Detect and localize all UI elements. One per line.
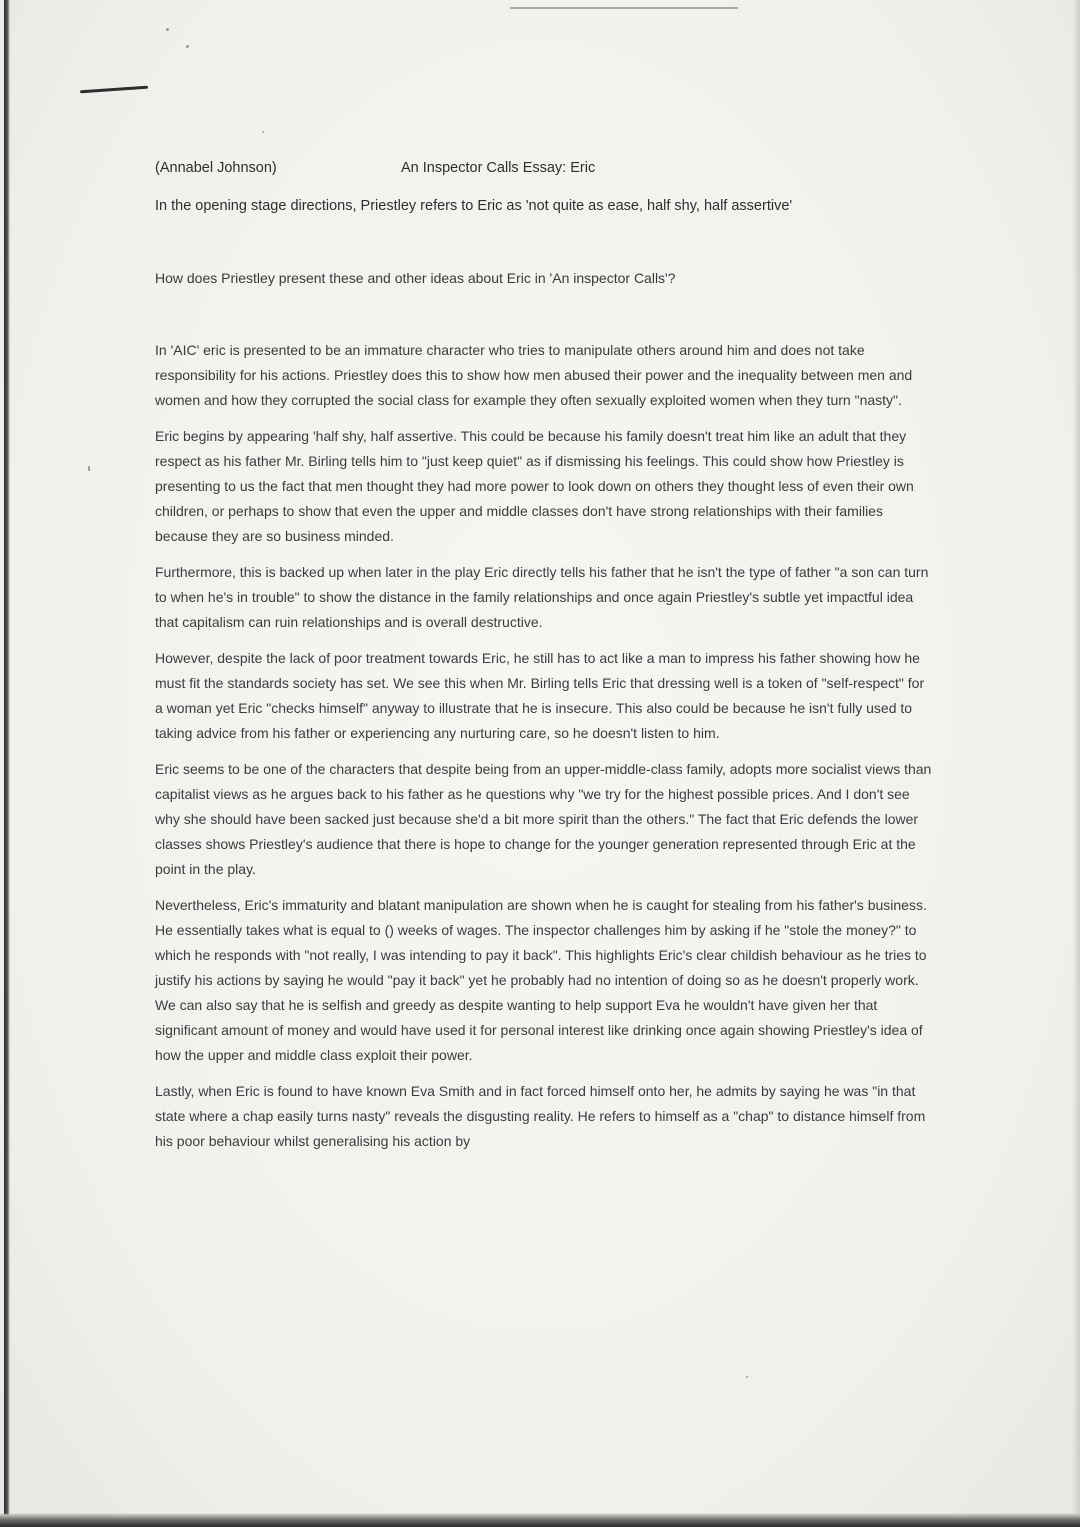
pen-mark [80, 86, 148, 94]
scan-bottom-shadow [0, 1513, 1080, 1527]
essay-paragraph: Eric seems to be one of the characters that despite being from an upper-middle-class family, adopts more socialist views than capitalist views as he argues back to his father as he questions why "we try for the highest possible prices. And I don't see why she should have been sacked just because she'd a bit more spirit than the others." The fact that Eric defends the lower classes shows Priestley's audience that there is hope to change for the younger generation represented through Eric at the point in the play. [155, 761, 932, 877]
scan-right-shadow [1072, 0, 1080, 1527]
essay-title: An Inspector Calls Essay: Eric [401, 160, 596, 176]
author-name: (Annabel Johnson) [155, 160, 277, 176]
essay-paragraph: In 'AIC' eric is presented to be an immature character who tries to manipulate others around him and does not take responsibility for his actions. Priestley does this to show how men abused their power and the inequality between men and women and how they corrupted the social class for example they often sexually exploited women when they turn "nasty". [155, 342, 913, 408]
essay-question: How does Priestley present these and other ideas about Eric in 'An inspector Calls'? [155, 270, 676, 286]
essay-paragraph: Furthermore, this is backed up when later in the play Eric directly tells his father that he isn't the type of father "a son can turn to when he's in trouble" to show the distance in the family relationships and once again Priestley's subtle yet impactful idea that capitalism can ruin relationships and is overall destructive. [155, 564, 929, 630]
paper-speck [746, 1376, 748, 1378]
essay-body [155, 158, 935, 1154]
paper-speck [88, 466, 90, 471]
paper-speck [166, 28, 169, 31]
paper-speck [186, 45, 189, 48]
scan-left-shadow [4, 0, 10, 1527]
essay-header [155, 158, 935, 182]
essay-prompt-quote: In the opening stage directions, Priestley refers to Eric as 'not quite as ease, half shy, half assertive' [155, 198, 793, 214]
essay-paragraph: Lastly, when Eric is found to have known Eva Smith and in fact forced himself onto her, he admits by saying he was "in that state where a chap easily turns nasty" reveals the disgusting reality. He refers to himself as a "chap" to distance himself from his poor behaviour whilst generalising his action by [155, 1083, 926, 1149]
paper-speck [262, 131, 264, 133]
essay-paragraph: Eric begins by appearing 'half shy, half assertive. This could be because his family doesn't treat him like an adult that they respect as his father Mr. Birling tells him to "just keep quiet" as if dismissing his feelings. This could show how Priestley is presenting to us the fact that men thought they had more power to look down on others they thought less of even their own children, or perhaps to show that even the upper and middle classes don't have strong relationships with their families because they are so business minded. [155, 428, 914, 544]
essay-paragraph: Nevertheless, Eric's immaturity and blatant manipulation are shown when he is caught for stealing from his father's business. He essentially takes what is equal to () weeks of wages. The inspector challenges him by asking if he "stole the money?" to which he responds with "not really, I was intending to pay it back". This highlights Eric's clear childish behaviour as he tries to justify his actions by saying he would "pay it back" yet he probably had no intention of doing so as he doesn't properly work. We can also say that he is selfish and greedy as despite wanting to help support Eva he wouldn't have given her that significant amount of money and would have used it for personal interest like drinking once again showing Priestley's idea of how the upper and middle class exploit their power. [155, 897, 927, 1063]
essay-paragraph: However, despite the lack of poor treatment towards Eric, he still has to act like a man to impress his father showing how he must fit the standards society has set. We see this when Mr. Birling tells Eric that dressing well is a token of "self-respect" for a woman yet Eric "checks himself" anyway to illustrate that he is insecure. This also could be because he isn't fully used to taking advice from his father or experiencing any nurturing care, so he doesn't listen to him. [155, 650, 925, 741]
top-fold-line [510, 7, 738, 9]
